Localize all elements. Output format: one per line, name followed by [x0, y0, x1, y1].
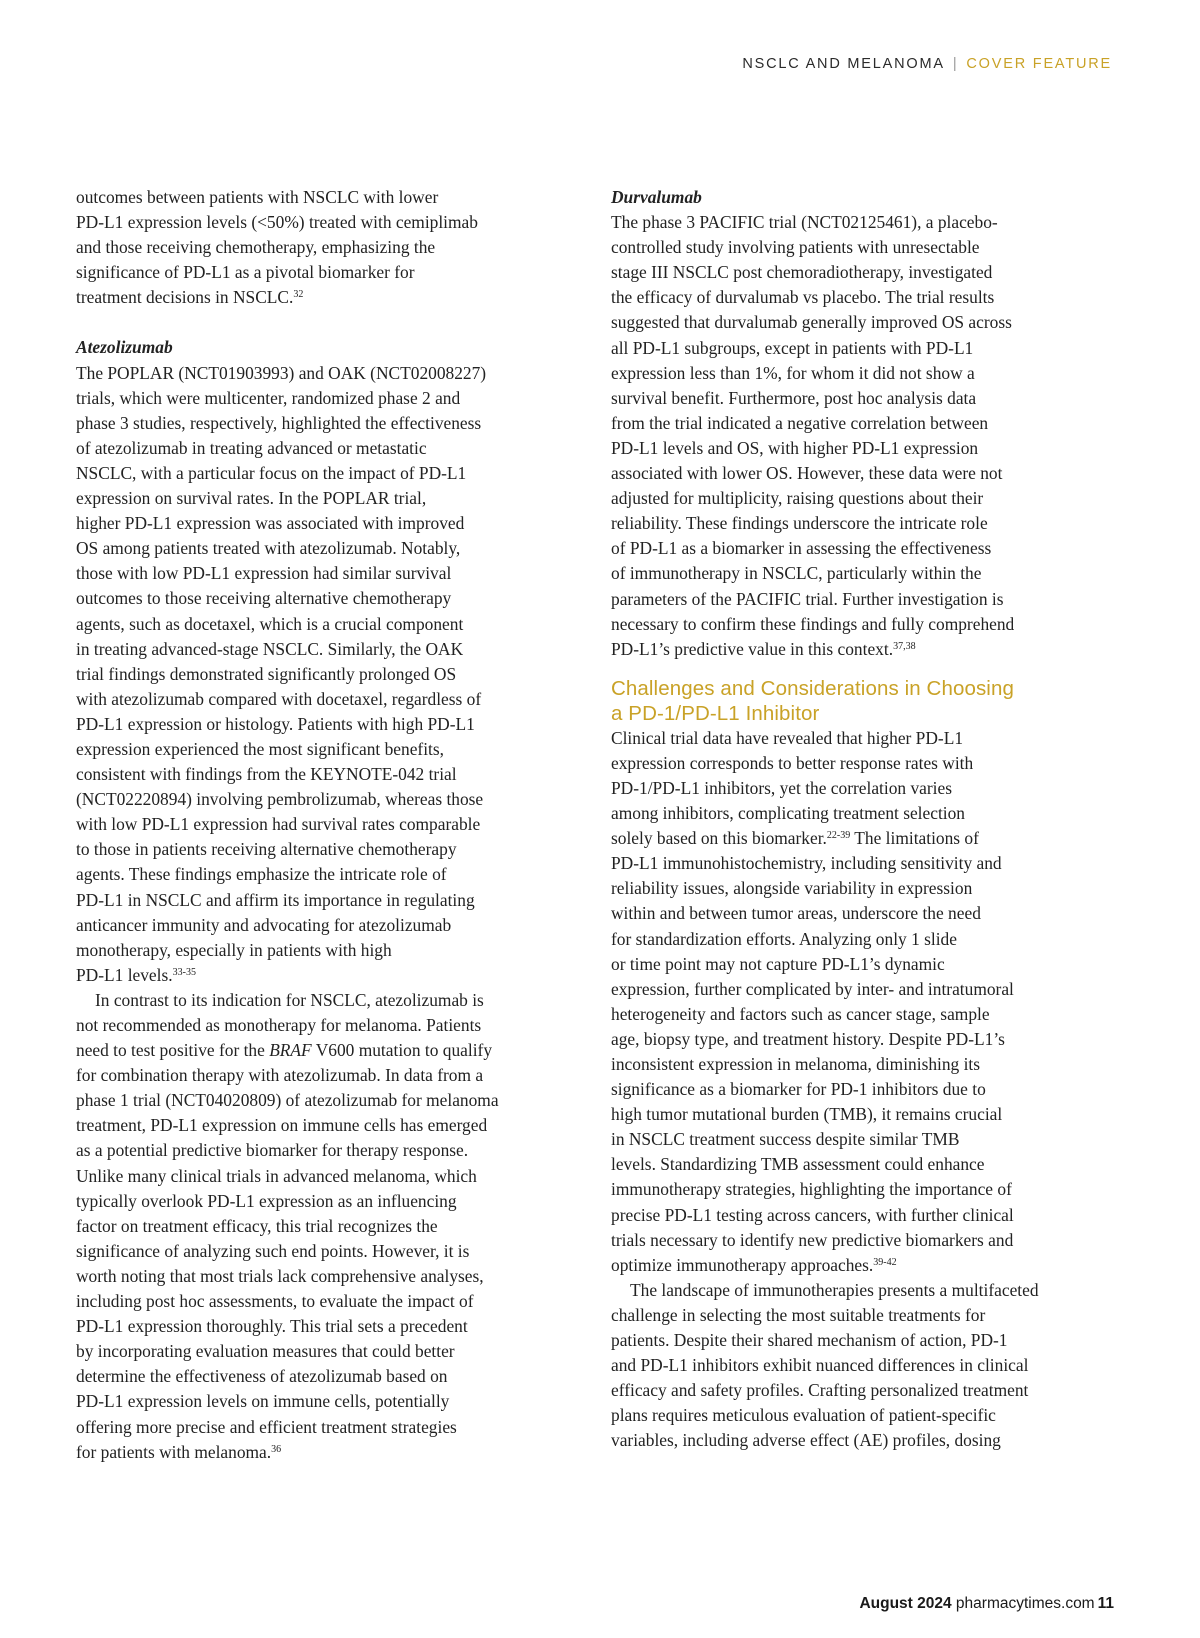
body-line-last: for patients with melanoma.$^{36}$ — [76, 1441, 282, 1462]
body-line: high tumor mutational burden (TMB), it remains crucial — [611, 1104, 1003, 1125]
body-line: need to test positive for the BRAF V600 mutation to qualify — [76, 1040, 493, 1061]
body-line: associated with lower OS. However, these data were not — [611, 463, 1003, 484]
body-line: trials necessary to identify new predictive biomarkers and — [611, 1229, 1014, 1250]
body-line: of immunotherapy in NSCLC, particularly within the — [611, 563, 982, 584]
right-column — [611, 185, 1116, 1454]
body-line: within and between tumor areas, underscore the need — [611, 903, 981, 924]
body-line: all PD-L1 subgroups, except in patients with PD-L1 — [611, 337, 974, 358]
body-line: In contrast to its indication for NSCLC, atezolizumab is — [95, 989, 484, 1010]
body-line: expression less than 1%, for whom it did not show a — [611, 362, 975, 383]
body-line: agents, such as docetaxel, which is a crucial component — [76, 613, 464, 634]
body-line: heterogeneity and factors such as cancer stage, sample — [611, 1003, 990, 1024]
left-column — [76, 185, 580, 1465]
body-line: in treating advanced-stage NSCLC. Similarly, the OAK — [76, 638, 464, 659]
body-line: The POPLAR (NCT01903993) and OAK (NCT02008227) — [76, 362, 487, 383]
body-line: parameters of the PACIFIC trial. Further investigation is — [611, 588, 1004, 609]
body-line: or time point may not capture PD-L1’s dynamic — [611, 953, 945, 974]
melanoma-paragraph — [76, 988, 580, 1465]
body-line: Unlike many clinical trials in advanced melanoma, which — [76, 1165, 477, 1186]
body-line-last: PD-L1’s predictive value in this context.$^{37,38}$ — [611, 638, 916, 659]
body-line: determine the effectiveness of atezolizumab based on — [76, 1366, 448, 1387]
body-line: for standardization efforts. Analyzing only 1 slide — [611, 928, 957, 949]
body-line: patients. Despite their shared mechanism of action, PD-1 — [611, 1330, 1008, 1351]
body-line: outcomes to those receiving alternative chemotherapy — [76, 588, 452, 609]
intro-line: and those receiving chemotherapy, emphasizing the — [76, 237, 436, 258]
body-line: PD-L1 expression levels on immune cells, potentially — [76, 1391, 450, 1412]
durvalumab-paragraph — [611, 210, 1116, 662]
running-header — [742, 56, 1112, 72]
body-line: expression experienced the most significant benefits, — [76, 738, 444, 759]
citation-ref: 37,38 — [893, 640, 916, 652]
body-line: among inhibitors, complicating treatment selection — [611, 803, 966, 824]
body-line: the efficacy of durvalumab vs placebo. The trial results — [611, 287, 995, 308]
body-line: solely based on this biomarker.$^{22-39}$ The limitations of — [611, 828, 979, 849]
body-line: PD-L1 levels and OS, with higher PD-L1 expression — [611, 437, 979, 458]
body-line: expression, further complicated by inter- and intratumoral — [611, 978, 1014, 999]
body-line-last: PD-L1 levels.$^{33-35}$ — [76, 964, 196, 985]
body-line: reliability. These findings underscore the intricate role — [611, 513, 988, 534]
body-line: and PD-L1 inhibitors exhibit nuanced differences in clinical — [611, 1355, 1029, 1376]
body-line: typically overlook PD-L1 expression as an influencing — [76, 1190, 457, 1211]
section-title: NSCLC AND MELANOMA — [742, 56, 945, 72]
challenges-heading — [611, 676, 1116, 726]
intro-paragraph — [76, 185, 580, 310]
body-line: adjusted for multiplicity, raising questions about their — [611, 488, 984, 509]
body-line: offering more precise and efficient treatment strategies — [76, 1416, 457, 1437]
intro-line: outcomes between patients with NSCLC with lower — [76, 187, 439, 207]
body-line: survival benefit. Furthermore, post hoc analysis data — [611, 387, 977, 408]
body-line: phase 3 studies, respectively, highlighted the effectiveness — [76, 412, 482, 433]
body-line: The phase 3 PACIFIC trial (NCT02125461), a placebo- — [611, 212, 998, 233]
body-line: necessary to confirm these findings and fully comprehend — [611, 613, 1015, 634]
intro-line: significance of PD-L1 as a pivotal biomarker for — [76, 262, 415, 283]
body-line: PD-L1 expression or histology. Patients with high PD-L1 — [76, 713, 475, 734]
body-line: The landscape of immunotherapies presents a multifaceted — [630, 1279, 1039, 1300]
citation-ref: 33-35 — [172, 966, 196, 978]
durvalumab-heading: Durvalumab — [611, 187, 702, 207]
feature-label: COVER FEATURE — [966, 56, 1112, 72]
body-line: expression on survival rates. In the POPLAR trial, — [76, 488, 427, 509]
challenges-paragraph — [611, 726, 1116, 1278]
body-line: controlled study involving patients with unresectable — [611, 237, 980, 258]
body-line: with atezolizumab compared with docetaxel, regardless of — [76, 688, 482, 709]
body-line: trial findings demonstrated significantly prolonged OS — [76, 663, 457, 684]
section-heading-line: a PD-1/PD-L1 Inhibitor — [611, 701, 820, 725]
body-line: of atezolizumab in treating advanced or metastatic — [76, 437, 427, 458]
body-line: factor on treatment efficacy, this trial recognizes the — [76, 1215, 438, 1236]
gene-name: BRAF — [269, 1040, 312, 1061]
citation-ref: 39-42 — [873, 1256, 897, 1268]
body-line: higher PD-L1 expression was associated with improved — [76, 513, 465, 534]
body-line: PD-L1 in NSCLC and affirm its importance in regulating — [76, 889, 475, 910]
body-line: PD-L1 immunohistochemistry, including sensitivity and — [611, 853, 1002, 874]
body-line: significance of analyzing such end points. However, it is — [76, 1240, 470, 1261]
body-line: consistent with findings from the KEYNOTE-042 trial — [76, 764, 457, 785]
body-line: inconsistent expression in melanoma, diminishing its — [611, 1054, 981, 1074]
header-separator: | — [952, 56, 959, 72]
body-line: by incorporating evaluation measures that could better — [76, 1341, 455, 1362]
body-line: trials, which were multicenter, randomized phase 2 and — [76, 387, 461, 408]
body-line: treatment, PD-L1 expression on immune cells has emerged — [76, 1115, 488, 1136]
intro-line: PD-L1 expression levels (<50%) treated with cemiplimab — [76, 212, 478, 233]
body-line: phase 1 trial (NCT04020809) of atezolizumab for melanoma — [76, 1090, 499, 1111]
atezolizumab-paragraph — [76, 361, 580, 988]
citation-ref: 32 — [293, 289, 304, 301]
website: pharmacytimes.com — [955, 1595, 1095, 1612]
body-line: Clinical trial data have revealed that higher PD-L1 — [611, 727, 964, 748]
body-line: with low PD-L1 expression had survival rates comparable — [76, 814, 481, 835]
body-line: suggested that durvalumab generally improved OS across — [611, 312, 1012, 333]
page-number: 11 — [1097, 1595, 1114, 1612]
body-line: precise PD-L1 testing across cancers, with further clinical — [611, 1204, 1014, 1225]
body-line: from the trial indicated a negative correlation between — [611, 412, 989, 433]
citation-ref: 22-39 — [826, 830, 851, 842]
body-line: monotherapy, especially in patients with high — [76, 939, 392, 960]
body-line: OS among patients treated with atezolizumab. Notably, — [76, 538, 461, 559]
body-line: for combination therapy with atezolizumab. In data from a — [76, 1065, 484, 1086]
body-line: those with low PD-L1 expression had similar survival — [76, 563, 452, 584]
body-line: agents. These findings emphasize the intricate role of — [76, 864, 447, 885]
intro-line-last: treatment decisions in NSCLC.$^{32}$ — [76, 287, 304, 308]
section-heading-line: Challenges and Considerations in Choosing — [611, 676, 1014, 700]
body-line: to those in patients receiving alternative chemotherapy — [76, 839, 457, 860]
body-line: (NCT02220894) involving pembrolizumab, whereas those — [76, 789, 484, 810]
issue-date: August 2024 — [859, 1595, 952, 1612]
landscape-paragraph — [611, 1278, 1116, 1454]
page-footer — [859, 1595, 1114, 1613]
body-line: NSCLC, with a particular focus on the impact of PD-L1 — [76, 462, 467, 483]
body-line: worth noting that most trials lack comprehensive analyses, — [76, 1265, 484, 1286]
body-line: age, biopsy type, and treatment history. Despite PD-L1’s — [611, 1028, 1005, 1049]
body-line: not recommended as monotherapy for melanoma. Patients — [76, 1015, 482, 1035]
body-line: as a potential predictive biomarker for therapy response. — [76, 1140, 469, 1161]
body-line-last: optimize immunotherapy approaches.$^{39-42}$ — [611, 1254, 897, 1275]
body-line: immunotherapy strategies, highlighting the importance of — [611, 1179, 1012, 1200]
body-line: variables, including adverse effect (AE) profiles, dosing — [611, 1430, 1001, 1451]
body-line: plans requires meticulous evaluation of patient-specific — [611, 1405, 996, 1426]
body-line: including post hoc assessments, to evaluate the impact of — [76, 1291, 474, 1312]
body-line: PD-1/PD-L1 inhibitors, yet the correlation varies — [611, 777, 952, 798]
body-line: levels. Standardizing TMB assessment could enhance — [611, 1154, 985, 1175]
body-line: anticancer immunity and advocating for atezolizumab — [76, 914, 452, 935]
body-line: reliability issues, alongside variability in expression — [611, 878, 973, 899]
body-line: stage III NSCLC post chemoradiotherapy, investigated — [611, 262, 993, 283]
citation-ref: 36 — [271, 1443, 282, 1455]
body-line: of PD-L1 as a biomarker in assessing the effectiveness — [611, 538, 992, 559]
body-line: PD-L1 expression thoroughly. This trial sets a precedent — [76, 1316, 468, 1337]
body-line: efficacy and safety profiles. Crafting personalized treatment — [611, 1380, 1029, 1401]
atezolizumab-heading: Atezolizumab — [76, 337, 173, 358]
body-line: in NSCLC treatment success despite similar TMB — [611, 1129, 960, 1150]
body-line: challenge in selecting the most suitable treatments for — [611, 1304, 986, 1325]
body-line: expression corresponds to better response rates with — [611, 752, 974, 773]
body-line: significance as a biomarker for PD-1 inhibitors due to — [611, 1079, 986, 1100]
